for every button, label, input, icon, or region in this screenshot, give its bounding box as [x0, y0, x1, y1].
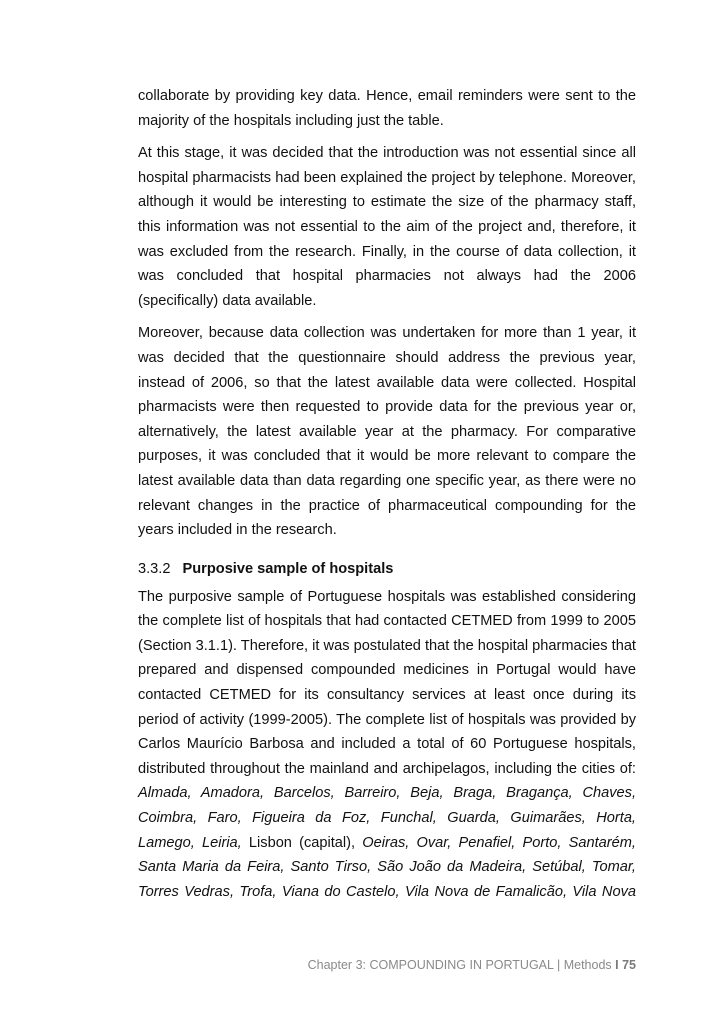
paragraph-data-collection-year: Moreover, because data collection was undertaken for more than 1 year, it was decided that the questionnaire should address the previous year, instead of 2006, so that the latest available data were collected. Hospital pharmacists were then requested to provide data for the previous year or, alternatively, the latest available year at the pharmacy. For comparative purposes, it was concluded that it would be more relevant to compare the latest available data than data regarding one specific year, as there were no relevant changes in the practice of pharmaceutical compounding for the years included in the research.: [138, 325, 636, 539]
section-number: 3.3.2: [138, 560, 171, 577]
city-list-part-2: Oeiras, Ovar, Penafiel, Porto, Santarém, Santa Maria da Feira, Santo Tirso, São João da Madeira, Setúbal, Tomar, Torres Vedras, Trofa, Viana do Castelo, Vila Nova de Famalicão, Vila Nova: [138, 834, 636, 900]
purposive-sample-intro: The purposive sample of Portuguese hospitals was established considering the complete list of hospitals that had contacted CETMED from 1999 to 2005 (Section 3.1.1). Therefore, it was postulated that the hospital pharmacies that prepared and dispensed compounded medicines in Portugal would have contacted CETMED for its consultancy services at least once during its period of activity (1999-2005). The complete list of hospitals was provided by Carlos Maurício Barbosa and included a total of 60 Portuguese hospitals, distributed throughout the mainland and archipelagos, including the cities of:: [138, 588, 636, 777]
city-capital: Lisbon (capital),: [248, 834, 356, 851]
paragraph-continued: collaborate by providing key data. Hence, email reminders were sent to the majority of the hospitals including just the table.: [138, 88, 636, 129]
page-footer: [308, 958, 636, 972]
section-title: Purposive sample of hospitals: [182, 560, 394, 577]
city-list-part-1: Almada, Amadora, Barcelos, Barreiro, Beja, Braga, Bragança, Chaves, Coimbra, Faro, Figueira da Foz, Funchal, Guarda, Guimarães, Horta, Lamego, Leiria,: [138, 785, 636, 851]
section-heading: [138, 557, 636, 581]
running-head: Chapter 3: COMPOUNDING IN PORTUGAL | Methods: [307, 958, 612, 972]
paragraph-purposive-sample: [138, 585, 636, 905]
paragraph-introduction-decision: At this stage, it was decided that the introduction was not essential since all hospital pharmacists had been explained the project by telephone. Moreover, although it would be interesting to estimate the size of the pharmacy staff, this information was not essential to the aim of the project and, therefore, it was excluded from the research. Finally, in the course of data collection, it was concluded that hospital pharmacies not always had the 2006 (specifically) data available.: [138, 145, 636, 309]
document-page: [138, 84, 636, 912]
page-number: I 75: [615, 958, 636, 972]
